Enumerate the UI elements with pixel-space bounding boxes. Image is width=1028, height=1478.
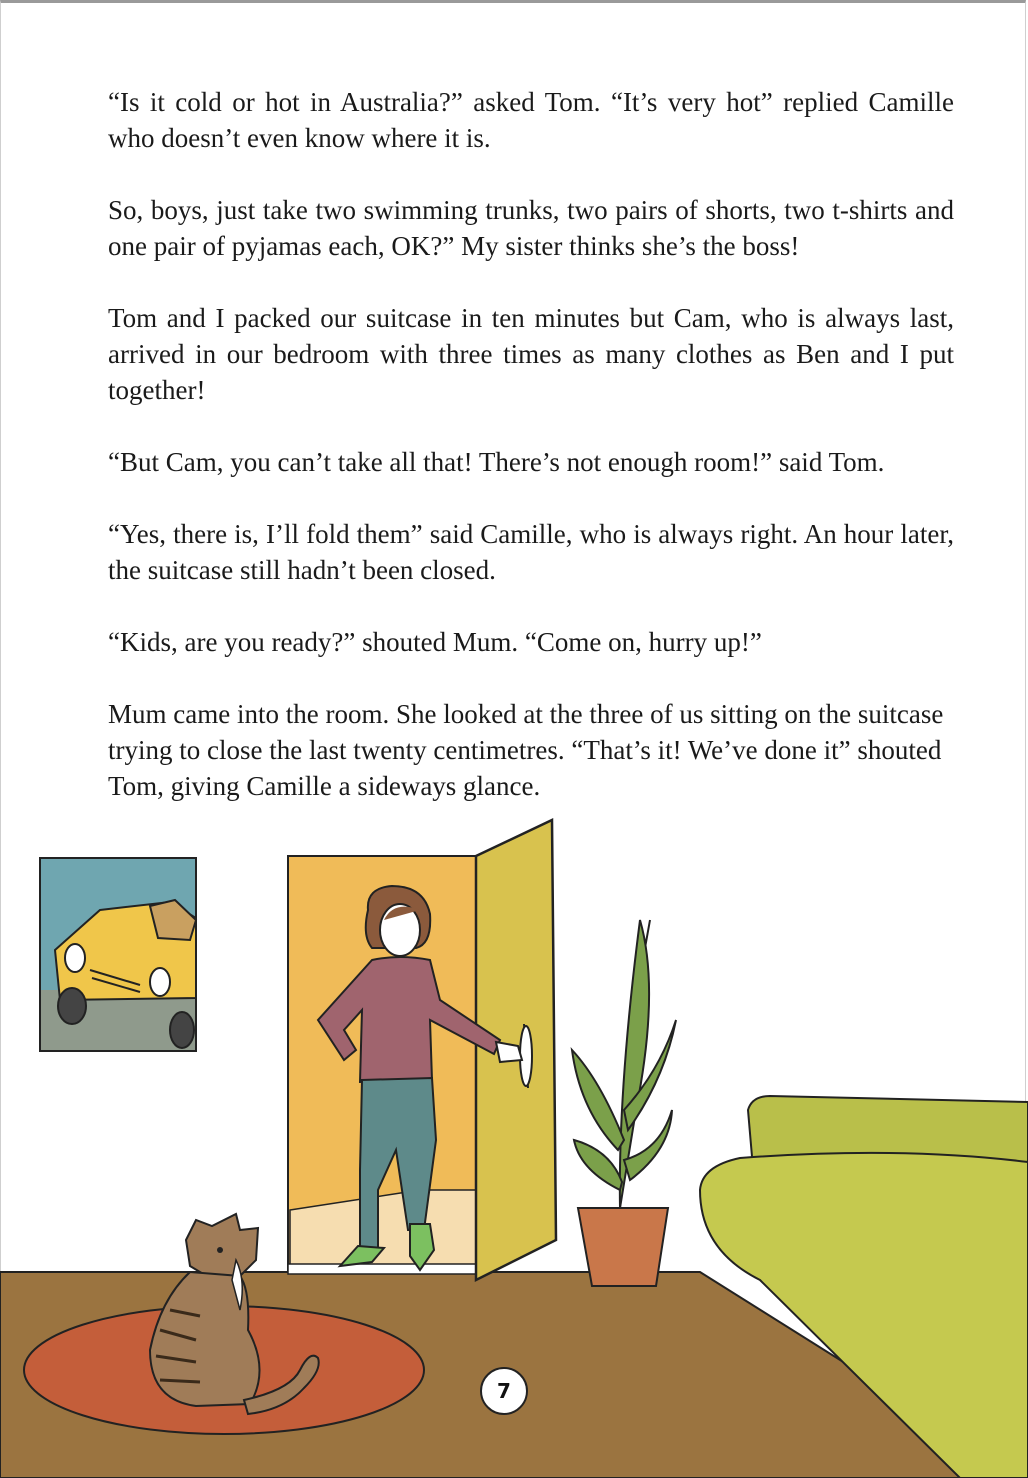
- page-number-badge: 7: [480, 1367, 528, 1415]
- story-text: [108, 84, 954, 840]
- paragraph-2: So, boys, just take two swimming trunks, two pairs of shorts, two t-shirts and one pair of pyjamas each, OK?” My sister thinks she’s the boss!: [108, 195, 954, 261]
- paragraph-7: Mum came into the room. She looked at the three of us sitting on the suitcase trying to close the last twenty centimetres. “That’s it! We’ve done it” shouted Tom, giving Camille a sideways glance.: [108, 699, 944, 801]
- potted-plant: [572, 920, 676, 1286]
- paragraph-6: “Kids, are you ready?” shouted Mum. “Come on, hurry up!”: [108, 627, 762, 657]
- paragraph-3: Tom and I packed our suitcase in ten minutes but Cam, who is always last, arrived in our bedroom with three times as many clothes as Ben and I put together!: [108, 303, 954, 405]
- paragraph-4: “But Cam, you can’t take all that! There’s not enough room!” said Tom.: [108, 447, 885, 477]
- paragraph-1: “Is it cold or hot in Australia?” asked Tom. “It’s very hot” replied Camille who doesn’t even know where it is.: [108, 87, 954, 153]
- wall-picture: [40, 858, 196, 1051]
- paragraph-5: “Yes, there is, I’ll fold them” said Camille, who is always right. An hour later, the suitcase still hadn’t been closed.: [108, 519, 954, 585]
